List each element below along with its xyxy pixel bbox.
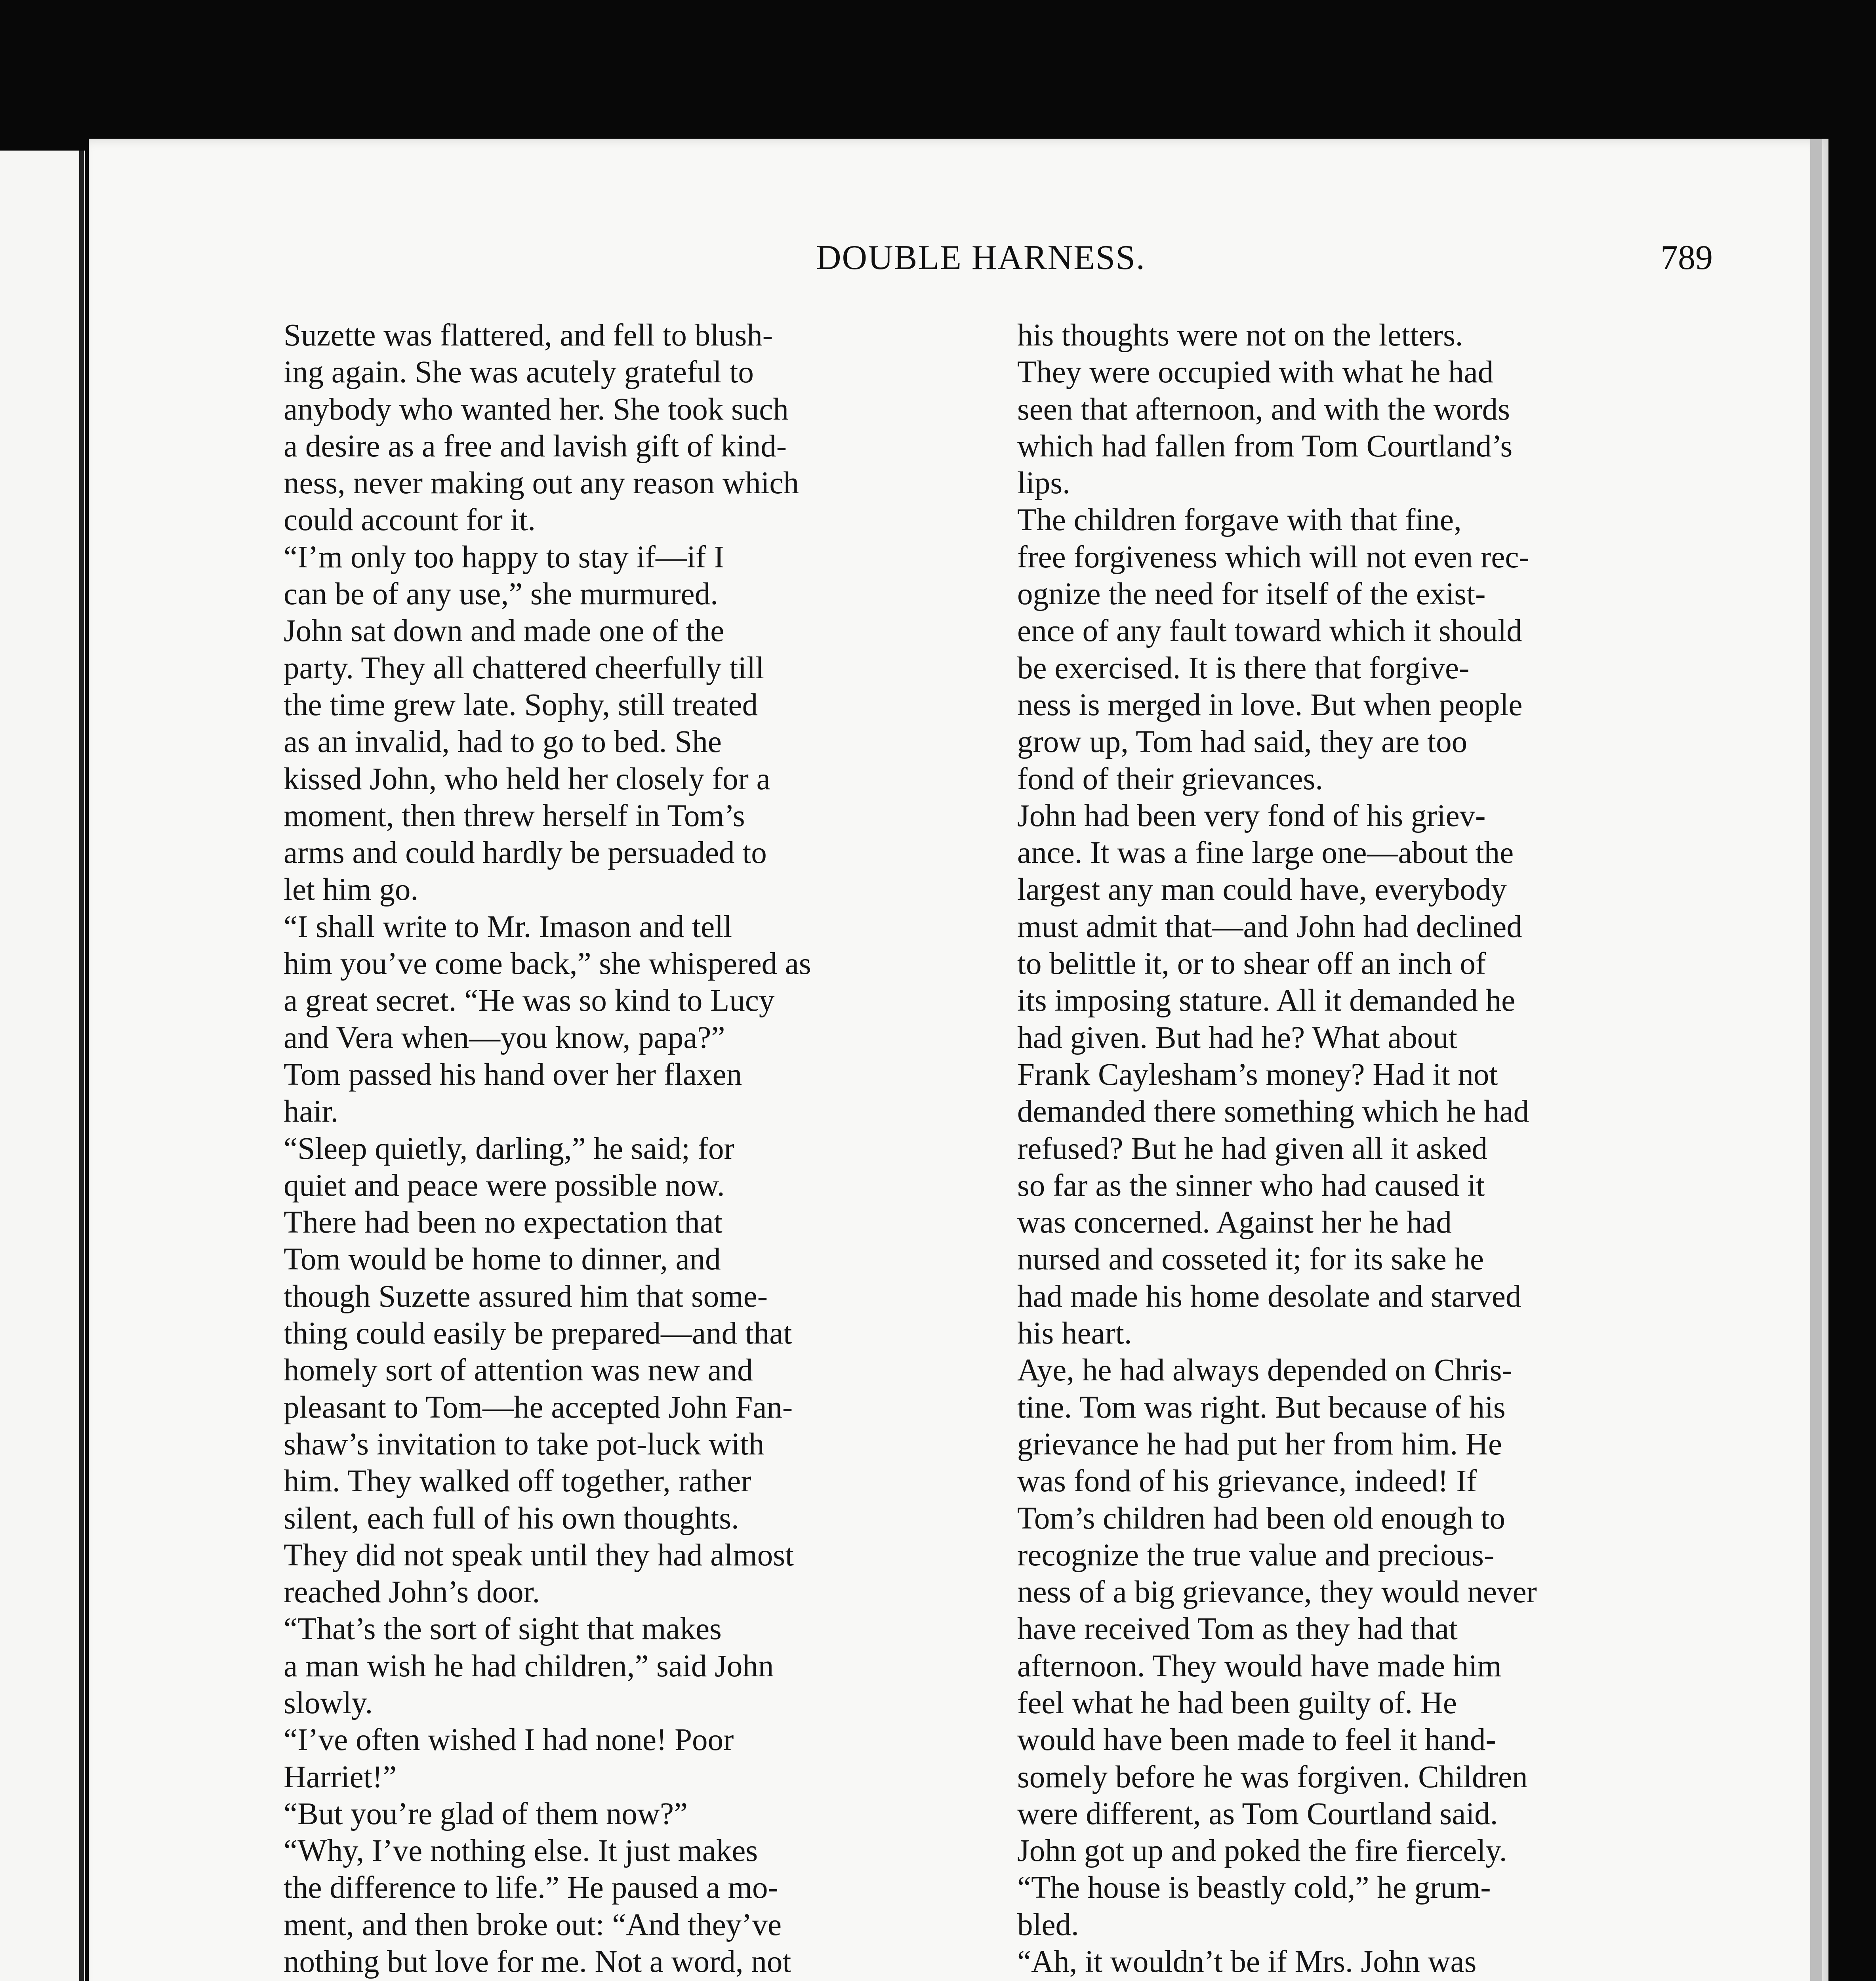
text-line: ence of any fault toward which it should xyxy=(1017,614,1522,649)
text-line: him you’ve come back,” she whispered as xyxy=(284,947,811,981)
text-line: Tom’s children had been old enough to xyxy=(1017,1501,1505,1536)
text-line: ognize the need for itself of the exist- xyxy=(1017,577,1486,612)
text-column-right xyxy=(1017,317,1706,1981)
text-line: must admit that—and John had declined xyxy=(1017,909,1522,944)
text-line: a man wish he had children,” said John xyxy=(284,1649,774,1683)
text-line: be exercised. It is there that forgive- xyxy=(1017,651,1470,685)
text-line: ment, and then broke out: “And they’ve xyxy=(284,1907,782,1942)
text-line: “The house is beastly cold,” he grum- xyxy=(1017,1870,1491,1905)
page-number: 789 xyxy=(1661,239,1713,277)
text-line: as an invalid, had to go to bed. She xyxy=(284,725,722,760)
text-line: “I shall write to Mr. Imason and tell xyxy=(284,909,732,944)
binding-gutter xyxy=(79,151,84,1981)
text-line: thing could easily be prepared—and that xyxy=(284,1316,792,1351)
text-line: nursed and cosseted it; for its sake he xyxy=(1017,1242,1484,1277)
text-line: ing again. She was acutely grateful to xyxy=(284,355,754,390)
text-line: free forgiveness which will not even rec- xyxy=(1017,540,1529,574)
text-line: John got up and poked the fire fiercely. xyxy=(1017,1834,1507,1868)
text-line: Suzette was flattered, and fell to blush- xyxy=(284,318,773,353)
text-line: John sat down and made one of the xyxy=(284,614,724,649)
text-line: tine. Tom was right. But because of his xyxy=(1017,1390,1506,1425)
text-line: lips. xyxy=(1017,466,1070,501)
text-line: would have been made to feel it hand- xyxy=(1017,1723,1496,1758)
text-line: reached John’s door. xyxy=(284,1575,540,1610)
text-line: feel what he had been guilty of. He xyxy=(1017,1685,1457,1720)
text-line: to belittle it, or to shear off an inch of xyxy=(1017,947,1486,981)
text-line: The children forgave with that fine, xyxy=(1017,503,1462,538)
text-line: “That’s the sort of sight that makes xyxy=(284,1612,722,1647)
text-line: grow up, Tom had said, they are too xyxy=(1017,725,1468,760)
text-line: “But you’re glad of them now?” xyxy=(284,1796,688,1831)
text-line: “I’m only too happy to stay if—if I xyxy=(284,540,724,574)
text-line: demanded there something which he had xyxy=(1017,1094,1529,1129)
text-line: have received Tom as they had that xyxy=(1017,1612,1458,1647)
text-line: ness of a big grievance, they would never xyxy=(1017,1575,1537,1610)
text-line: could account for it. xyxy=(284,503,536,538)
text-line: “Ah, it wouldn’t be if Mrs. John was xyxy=(1017,1945,1477,1979)
text-line: quiet and peace were possible now. xyxy=(284,1168,725,1203)
page-fore-edge xyxy=(1810,139,1822,1981)
text-line: his heart. xyxy=(1017,1316,1132,1351)
text-line: homely sort of attention was new and xyxy=(284,1353,753,1388)
text-line: slowly. xyxy=(284,1685,373,1720)
text-line: Tom would be home to dinner, and xyxy=(284,1242,721,1277)
text-line: afternoon. They would have made him xyxy=(1017,1649,1502,1683)
text-line: were different, as Tom Courtland said. xyxy=(1017,1796,1498,1831)
text-line: Frank Caylesham’s money? Had it not xyxy=(1017,1057,1498,1092)
text-line: was fond of his grievance, indeed! If xyxy=(1017,1464,1477,1499)
text-line: Tom passed his hand over her flaxen xyxy=(284,1057,742,1092)
text-line: There had been no expectation that xyxy=(284,1205,723,1240)
text-line: silent, each full of his own thoughts. xyxy=(284,1501,739,1536)
text-line: a great secret. “He was so kind to Lucy xyxy=(284,983,775,1018)
text-line: ness, never making out any reason which xyxy=(284,466,799,501)
text-line: They did not speak until they had almost xyxy=(284,1538,794,1573)
text-line: the time grew late. Sophy, still treated xyxy=(284,687,758,722)
text-line: ance. It was a fine large one—about the xyxy=(1017,836,1514,870)
text-line: shaw’s invitation to take pot-luck with xyxy=(284,1427,765,1462)
text-line: refused? But he had given all it asked xyxy=(1017,1131,1487,1166)
text-line: anybody who wanted her. She took such xyxy=(284,392,789,427)
text-line: pleasant to Tom—he accepted John Fan- xyxy=(284,1390,793,1425)
text-line: “Why, I’ve nothing else. It just makes xyxy=(284,1834,758,1868)
text-line: Aye, he had always depended on Chris- xyxy=(1017,1353,1512,1388)
text-line: though Suzette assured him that some- xyxy=(284,1279,768,1314)
text-line: “Sleep quietly, darling,” he said; for xyxy=(284,1131,734,1166)
text-line: so far as the sinner who had caused it xyxy=(1017,1168,1485,1203)
text-line: nothing but love for me. Not a word, not xyxy=(284,1945,791,1979)
text-line: recognize the true value and precious- xyxy=(1017,1538,1495,1573)
text-line: his thoughts were not on the letters. xyxy=(1017,318,1463,353)
previous-page-edge xyxy=(0,151,85,1981)
text-line: moment, then threw herself in Tom’s xyxy=(284,798,745,833)
text-line: They were occupied with what he had xyxy=(1017,355,1494,390)
text-line: had given. But had he? What about xyxy=(1017,1020,1457,1055)
text-line: largest any man could have, everybody xyxy=(1017,872,1507,907)
text-line: ness is merged in love. But when people xyxy=(1017,687,1523,722)
text-column-left xyxy=(284,317,973,1981)
text-line: seen that afternoon, and with the words xyxy=(1017,392,1510,427)
text-line: somely before he was forgiven. Children xyxy=(1017,1760,1528,1794)
text-line: bled. xyxy=(1017,1907,1079,1942)
text-line: let him go. xyxy=(284,872,419,907)
text-line: was concerned. Against her he had xyxy=(1017,1205,1452,1240)
text-line: the difference to life.” He paused a mo- xyxy=(284,1870,778,1905)
text-line: “I’ve often wished I had none! Poor xyxy=(284,1723,734,1758)
text-line: kissed John, who held her closely for a xyxy=(284,761,770,796)
text-line: fond of their grievances. xyxy=(1017,761,1323,796)
running-title: DOUBLE HARNESS. xyxy=(816,239,1146,277)
text-line: grievance he had put her from him. He xyxy=(1017,1427,1502,1462)
text-line: which had fallen from Tom Courtland’s xyxy=(1017,429,1513,464)
text-line: him. They walked off together, rather xyxy=(284,1464,751,1499)
text-line: arms and could hardly be persuaded to xyxy=(284,836,767,870)
text-line: Harriet!” xyxy=(284,1760,397,1794)
text-line: party. They all chattered cheerfully till xyxy=(284,651,765,685)
text-line: its imposing stature. All it demanded he xyxy=(1017,983,1516,1018)
text-line: can be of any use,” she murmured. xyxy=(284,577,718,612)
text-line: a desire as a free and lavish gift of kind- xyxy=(284,429,787,464)
text-line: hair. xyxy=(284,1094,339,1129)
text-line: and Vera when—you know, papa?” xyxy=(284,1020,725,1055)
text-line: had made his home desolate and starved xyxy=(1017,1279,1521,1314)
text-line: John had been very fond of his griev- xyxy=(1017,798,1486,833)
